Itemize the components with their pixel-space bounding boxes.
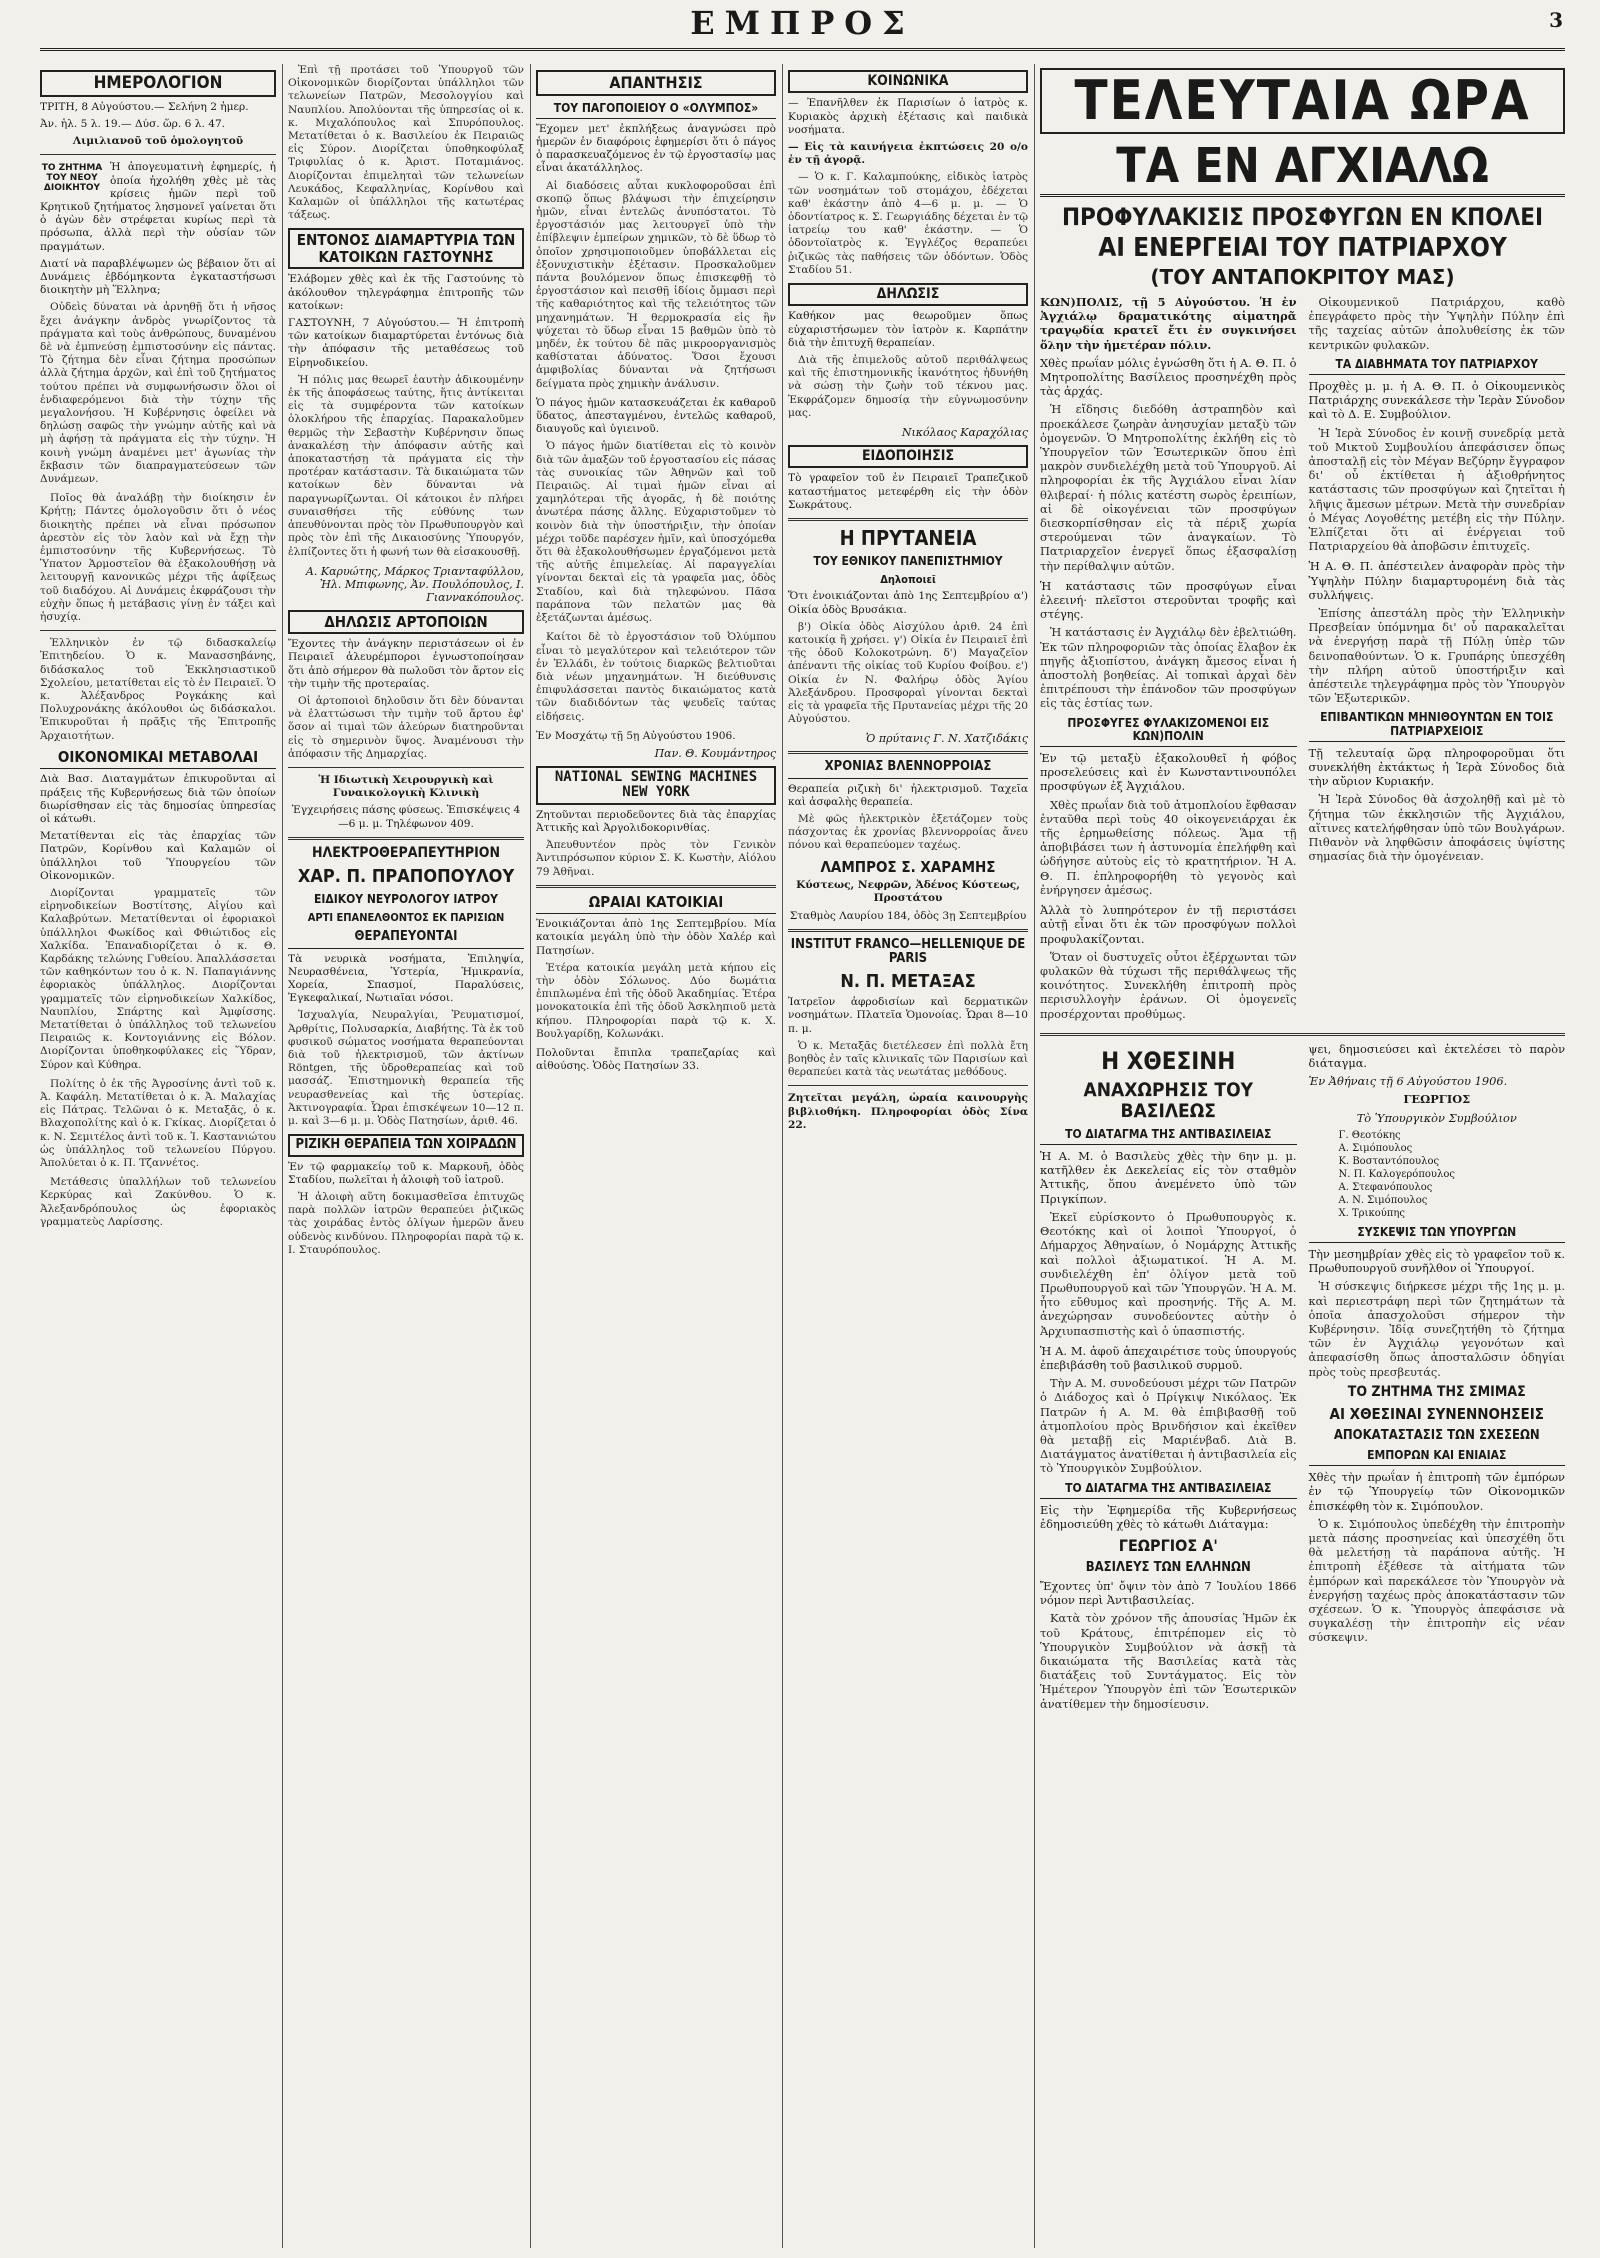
decree-king-title: ΒΑΣΙΛΕΥΣ ΤΩΝ ΕΛΛΗΝΩΝ — [1085, 1559, 1251, 1575]
masthead-title: ΕΜΠΡΟΣ — [690, 4, 915, 42]
article-subheading: ΤΑ ΔΙΑΒΗΜΑΤΑ ΤΟΥ ΠΑΤΡΙΑΡΧΟΥ — [1309, 358, 1566, 375]
headline: (ΤΟΥ ΑΝΤΑΠΟΚΡΙΤΟΥ ΜΑΣ) — [1150, 265, 1455, 289]
ad-role: ΕΙΔΙΚΟΥ ΝΕΥΡΟΛΟΓΟΥ ΙΑΤΡΟΥ — [314, 892, 498, 907]
column-filler-text: Ἡ κατάστασις ἐν Ἀγχιάλῳ δὲν ἐβελτιώθη. Ἐκ τῶν πληροφοριῶν τὰς ὁποίας ἔλαβον ἐκ πηγῆς ἀξιοπίστου, ἀνάγκη ἄμεσος εἶναι ἡ ἀποστολὴ βοηθείας. Αἱ τοπικαὶ ἀρχαὶ δὲν ἐπιτρέπουσι τὴν ἐπάνοδον τῶν προσφύγων εἰς τὰς ἑστίας των. — [1040, 625, 1297, 711]
minister-name: Α. Σιμόπουλος — [1338, 1142, 1413, 1154]
article-paragraph: Διατί νὰ παραβλέψωμεν ὡς βέβαιον ὅτι αἱ Δυνάμεις ἐβδόμηκοντα ἐγκαταστήσωσι διοικητὴν μὴ Ἕλληνα; — [40, 257, 276, 297]
article-subheading: ΤΟ ΔΙΑΤΑΓΜΑ ΤΗΣ ΑΝΤΙΒΑΣΙΛΕΙΑΣ — [1040, 1482, 1297, 1499]
article-signature: Παν. Θ. Κουμάντηρος — [654, 746, 776, 760]
notice-paragraph: — Ἐπανῆλθεν ἐκ Παρισίων ὁ ἰατρὸς κ. Κυριακὸς ἀρχικὴ ἐξέτασις καὶ παιδικὰ νοσήματα. — [788, 97, 1028, 136]
article-paragraph: Προχθὲς μ. μ. ἡ Α. Θ. Π. ὁ Οἰκουμενικὸς Πατριάρχης συνεκάλεσε τὴν Ἱερὰν Σύνοδον καὶ τὸ Δ. Ε. Συμβούλιον. — [1308, 379, 1565, 422]
column-filler-text: Διορίζονται γραμματεῖς τῶν εἰρηνοδικείων Βοστίτσης, Αἰγίου καὶ Καλαβρύτων. Μετατίθενται οἱ ἐφοριακοὶ ὑπάλληλοι Φωκίδος καὶ Φθιώτιδος εἰς Χαλκίδα. Ἐπαναδιορίζεται ὁ κ. Θ. Καρδάκης τελώνης Γυθείου. Ἀπαλλάσσεται τῶν καθηκόντων του ὁ κ. Ν. Παπαγιάννης ἐφοριακὸς ὑπάλληλος. Διορίζονται γραμματεῖς τῶν εἰρηνοδικείων Χαλκίδος, Ναυπλίου, Σπάρτης καὶ Ἀμφίσσης. Μετατίθεται ὁ ὑπάλληλος τοῦ τελωνείου Πειραιῶς κ. Κοντογιάννης εἰς Βόλον. Διορίζονται ὑποθηκοφύλακες εἰς Ὕδραν, Σύρον καὶ Κύθηρα. — [40, 886, 276, 1071]
column-filler-text: Ἐλληνικὸν ἐν τῷ διδασκαλείῳ Ἐπιτηδείου. Ὁ κ. Μανασσηβάνης, διδάσκαλος τοῦ Ἐκκλησιαστικοῦ Σχολείου, μετατίθεται εἰς τὸ ἐν Πειραιεῖ. Ὁ κ. Ἀλέξανδρος Ρογκάκης καὶ Πολυχρονάκης ἀκόλουθοι ὡς διδάσκαλοι. Ἐπικυροῦται ἡ πρᾶξις τῆς Ἐπιτροπῆς Ἀρχαιοτήτων. — [40, 637, 276, 742]
column-filler-text: Ἑτέρα κατοικία μεγάλη μετὰ κήπου εἰς τὴν ὁδὸν Σόλωνος. Δύο δωμάτια ἐπιπλωμένα ἐπὶ τῆς ὁδοῦ Ἀκαδημίας. Ἑτέρα μονοκατοικία ἐπὶ τῆς ὁδοῦ Ἀσκληπιοῦ μετὰ κήπου. Πληροφορίαι παρὰ τῷ κ. Χ. Βουλγαρίδῃ, Κολωνάκι. — [536, 961, 776, 1040]
minister-name: Χ. Τρικούπης — [1338, 1207, 1405, 1219]
separator — [788, 518, 1028, 521]
column-filler-text: Ὅταν οἱ δυστυχεῖς οὗτοι ἐξέρχωνται τῶν φυλακῶν θὰ τύχωσι τῆς περιθάλψεως τῆς κοινότητος. Συνεκλήθη ἐπιτροπὴ πρὸς περισυλλογὴν ἐράνων. Οἱ ὁμογενεῖς προσέρχονται προθύμως. — [1040, 949, 1297, 1021]
ad-title: ΡΙΖΙΚΗ ΘΕΡΑΠΕΙΑ ΤΩΝ ΧΟΙΡΑΔΩΝ — [288, 1134, 524, 1156]
article-heading: ΑΠΑΝΤΗΣΙΣ — [536, 70, 776, 96]
column-filler-text: Ἡ εἴδησις διεδόθη ἀστραπηδὸν καὶ προεκάλεσε ζωηρὰν ἀνησυχίαν μεταξὺ τῶν ὁμογενῶν. Ὁ Μητροπολίτης ἐκλήθη εἰς τὸ Ὑπουργεῖον τῶν Ἐσωτερικῶν ὅπου ἐπὶ μακρὸν συνδιελέχθη μετὰ τοῦ Ὑπουργοῦ. Αἱ πληροφορίαι ἐκ τῆς Ἀγχιάλου εἶναι λίαν θλιβεραί· ἡ πόλις κατέστη σωρὸς ἐρειπίων, αἱ δὲ οἰκογένειαι τῶν προσφύγων διεσκορπίσθησαν εἰς τὰ πέριξ χωρία στερούμεναι τῶν ἀναγκαίων. Τὸ Πατριαρχεῖον ἐνεργεῖ ὅπως ἐξασφαλίσῃ τὴν περίθαλψιν αὐτῶν. — [1040, 402, 1297, 573]
article-signature: Ὁ πρύτανις Γ. Ν. Χατζιδάκις — [865, 732, 1028, 746]
column-filler-text: Κατὰ τὸν χρόνον τῆς ἀπουσίας Ἡμῶν ἐκ τοῦ Κράτους, ἐπιτρέπομεν εἰς τὸ Ὑπουργικὸν Συμβούλιον νὰ ἀσκῇ τὰ δικαιώματα τῆς Βασιλείας κατὰ τὰς διατάξεις τοῦ Συντάγματος. Εἰς τὸν Ἡμέτερον Ὑπουργὸν ἐπὶ τῶν Ἐσωτερικῶν ἀνατίθεμεν τὴν δημοσίευσιν. — [1040, 1611, 1297, 1711]
column-filler-text: Ἡ Ἱερὰ Σύνοδος ἐν κοινῇ συνεδρίᾳ μετὰ τοῦ Μικτοῦ Συμβουλίου ἀπεφάσισεν ὅπως ἀποσταλῇ εἰς τὸν Μέγαν Βεζύρην ἔγγραφον δι' οὗ ἐκτίθεται ἡ ἀξιοθρήνητος κατάστασις τῶν προσφύγων καὶ ζητεῖται ἡ λῆψις ἄμεσων μέτρων. Μετὰ τὴν συνεδρίαν ὁ Μέγας Λογοθέτης μετέβη εἰς τὴν Πύλην. Ἐλπίζεται ὅτι αἱ ἐνέργειαι τοῦ Πατριαρχείου θὰ ἀποβῶσιν ἐπιτυχεῖς. — [1308, 425, 1565, 554]
article-paragraph: Ὅτι ἐνοικιάζονται ἀπὸ 1ης Σεπτεμβρίου α') Οἰκία ὁδὸς Βρυσάκια. — [788, 590, 1028, 616]
column-filler-text: Ἡ Ἱερὰ Σύνοδος θὰ ἀσχοληθῇ καὶ μὲ τὸ ζήτημα τῶν ἐκκλησιῶν τῆς Ἀγχιάλου, αἵτινες κατελήφθησαν ὑπὸ τῶν Βουλγάρων. Πιθανὸν νὰ ληφθῶσιν ἀποφάσεις ὑψίστης σημασίας διὰ τὴν ὁμογένειαν. — [1308, 792, 1565, 864]
decree-council: Τὸ Ὑπουργικὸν Συμβούλιον — [1356, 1110, 1517, 1125]
article-side-heading: ΤΟ ΖΗΤΗΜΑ ΤΟΥ ΝΕΟΥ ΔΙΟΙΚΗΤΟΥ — [41, 163, 103, 194]
article-subheading: Δηλοποιεῖ — [880, 573, 936, 587]
article-paragraph: Τῇ τελευταίᾳ ὥρᾳ πληροφοροῦμαι ὅτι συνεκλήθη ἐκτάκτως ἡ Ἱερὰ Σύνοδος διὰ τὴν αὔριον Κυριακήν. — [1308, 745, 1565, 789]
column-filler-text: Πολίτης ὁ ἐκ τῆς Ἀγροσίνης ἀντὶ τοῦ κ. Ἀ. Καφάλη. Μετατίθεται ὁ κ. Ἀ. Μαλαχίας εἰς Πάτρας. Τελῶναι ὁ κ. Μεταξᾶς, ὁ κ. Βλαχοπολίτης καὶ ὁ κ. Γκίκας. Διορίζεται ὁ κ. Ν. Σεμιτέλος ἀντὶ τοῦ κ. Ἰ. Καστανιώτου ὡς ὑπάλληλος τοῦ τελωνείου Πύργου. Ἀπολύεται ὁ κ. Π. Τζαννέτος. — [40, 1077, 276, 1170]
separator — [40, 630, 276, 631]
separator — [288, 837, 524, 840]
column-1 — [40, 64, 276, 2248]
separator — [788, 929, 1028, 932]
ad-title: ΗΛΕΚΤΡΟΘΕΡΑΠΕΥΤΗΡΙΟΝ — [311, 844, 501, 861]
column-filler-text: Ὁ κ. Σιμόπουλος ὑπεδέχθη τὴν ἐπιτροπὴν μετὰ πάσης προσηνείας καὶ ὑπεσχέθη ὅτι θὰ μελετήσῃ τὰ παράπονα αὐτῆς. Ἡ ἐπιτροπὴ ἐξέθεσε τὰ αἰτήματα τῶν ἐμπόρων καὶ παρεκάλεσε τὸν Ὑπουργὸν νὰ ἐνεργήσῃ ταχέως πρὸς ἀποκατάστασιν τῶν σχέσεων. Ὁ κ. Ὑπουργὸς ἀπεφάσισε νὰ συγκαλέσῃ τὴν ἐπιτροπὴν εἰς νέαν σύσκεψιν. — [1308, 1516, 1565, 1645]
banner-headline: ΤΑ ΕΝ ΑΓΧΙΑΛΩ — [1040, 138, 1565, 197]
notice-signature: Νικόλαος Καραχόλιας — [901, 426, 1028, 440]
column-4 — [788, 64, 1028, 2248]
ad-text: Ἐν τῷ φαρμακείῳ τοῦ κ. Μαρκουῆ, ὁδὸς Σταδίου, πωλεῖται ἡ ἀλοιφὴ τοῦ ἰατροῦ. — [288, 1160, 524, 1186]
article-paragraph: Ἡ κατάστασις τῶν προσφύγων εἶναι ἐλεεινή· πλεῖστοι στεροῦνται τροφῆς καὶ στέγης. — [1040, 578, 1297, 622]
article-heading: ΟΙΚΟΝΟΜΙΚΑΙ ΜΕΤΑΒΟΛΑΙ — [40, 749, 276, 770]
ad-title: Ἡ Ιδιωτικὴ Χειρουργικὴ καὶ Γυναικολογικὴ Κλινικὴ — [318, 774, 494, 800]
notice-paragraph: Καθήκον μας θεωροῦμεν ὅπως εὐχαριστήσωμεν τὸν ἰατρὸν κ. Καρπάτην διὰ τὴν ἐπιτυχῆ θεραπείαν. — [788, 310, 1028, 349]
separator — [1040, 1033, 1565, 1036]
ad-text: Τὰ νευρικὰ νοσήματα, Ἐπιληψία, Νευρασθένεια, Ὑστερία, Ἡμικρανία, Χορεία, Σπασμοί, Παραλύσεις, Ἐγκεφαλικαί, Νωτιαῖαι νόσοι. — [288, 952, 524, 1005]
subcolumn-right — [1309, 1042, 1566, 1717]
column-3 — [536, 64, 776, 2248]
minister-list — [1339, 1129, 1566, 1220]
section-heading: ΔΗΛΩΣΙΣ — [788, 283, 1028, 306]
article-date: Ἐν Μοσχάτῳ τῇ 5ῃ Αὐγούστου 1906. — [536, 729, 736, 742]
article-paragraph: Ἐνοικιάζονται ἀπὸ 1ης Σεπτεμβρίου. Μία κατοικία μεγάλη ὑπὸ τὴν ὁδὸν Χαλέρ καὶ Πατησίων. — [536, 918, 776, 957]
article-paragraph: Χθὲς τὴν πρωΐαν ἡ ἐπιτροπὴ τῶν ἐμπόρων ἐν τῷ Ὑπουργείῳ τῶν Οἰκονομικῶν ἐπισκέφθη τὸν κ. Σιμόπουλον. — [1308, 1470, 1565, 1513]
calendar-title: ΗΜΕΡΟΛΟΓΙΟΝ — [40, 70, 276, 97]
column-filler-text: Αἱ διαδόσεις αὗται κυκλοφοροῦσαι ἐπὶ σκοπῷ ὅπως βλάψωσι τὴν ἐπιχείρησιν ἡμῶν, εἶναι ἐντελῶς ἀνυπόστατοι. Τὸ ἐργοστάσιόν μας λειτουργεῖ ὑπὸ τὴν ἐπίβλεψιν ἐμπείρων χημικῶν, τὸ δὲ ὕδωρ τὸ ὁποῖον χρησιμοποιοῦμεν ὑποβάλλεται εἰς ἐξονυχιστικὴν ἐξέτασιν. Προσκαλοῦμεν πάντα βουλόμενον ὅπως ἐπισκεφθῇ τὸ ἐργοστάσιον καὶ πεισθῇ ἰδίοις ὄμμασι περὶ τῆς καθαριότητος καὶ τῆς τελειότητος τῶν μηχανημάτων. Ἡ θερμοκρασία εἰς ἣν ψύχεται τὸ ὕδωρ εἶναι 15 βαθμῶν ὑπὸ τὸ μηδέν, ἐκ τούτου δὲ πᾶς μικροοργανισμὸς καθίσταται ἀδύνατος. Ὅσοι ἔχουσι ἀμφιβολίας δύνανται νὰ ζητήσωσι δείγματα πρὸς χημικὴν ἀνάλυσιν. — [536, 179, 776, 390]
article-subheading: ΕΜΠΟΡΩΝ ΚΑΙ ΕΝΙΑΙΑΣ — [1309, 1449, 1566, 1466]
page-number: 3 — [1549, 8, 1563, 32]
article-paragraph: Ἔχομεν μετ' ἐκπλήξεως ἀναγνώσει πρὸ ἡμερῶν ἐν διαφόροις ἐφημερίσι ὅτι ὁ πάγος ὁ παρασκευαζόμενος ἐν τῷ ἐργοστασίῳ μας εἶναι ἀκατάλληλος. — [536, 122, 776, 175]
column-filler-text: β') Οἰκία ὁδὸς Αἰσχύλου ἀριθ. 24 ἐπὶ κατοικίᾳ ἢ χρήσει. γ') Οἰκία ἐν Πειραιεῖ ἐπὶ τῆς ὁδοῦ Κολοκοτρώνη. δ') Μαγαζεῖον ἀπέναντι τῆς οἰκίας τοῦ Κυρίου Φοίβου. ε') Οἰκία ἐν Ν. Φαλήρῳ ὁδὸς Ἁγίου Ἀλεξάνδρου. Προσφοραὶ γίνονται δεκταὶ εἰς τὰ γραφεῖα τῆς Πρυτανείας μέχρι τῆς 20 Αὐγούστου. — [788, 620, 1028, 726]
column-filler-text: Οἱ ἀρτοποιοὶ δηλοῦσιν ὅτι δὲν δύνανται νὰ ἐλαττώσωσι τὴν τιμὴν τοῦ ἄρτου ἐφ' ὅσον αἱ τιμαὶ τῶν ἀλεύρων διατηροῦνται εἰς τὸ σημερινὸν ὕψος. Ἀναμένουσι τὴν ἀπόφασιν τῆς Δημαρχίας. — [288, 695, 524, 760]
two-column-block — [1040, 1042, 1565, 1717]
column-divider — [282, 64, 283, 2248]
article-paragraph: Ἡ Α. Μ. ὁ Βασιλεὺς χθὲς τὴν 6ην μ. μ. κατῆλθεν ἐκ Δεκελείας εἰς τὸν σταθμὸν Ἀττικῆς, ὅπου ἀνεμένετο ὑπὸ τῶν Πριγκίπων. — [1040, 1149, 1297, 1206]
separator — [288, 767, 524, 768]
column-filler-text: Διὰ τῆς ἐπιμελοῦς αὐτοῦ περιθάλψεως καὶ τῆς ἐπιστημονικῆς ἱκανότητος ἠδυνήθη νὰ σώσῃ τὴν ζωὴν τοῦ τέκνου μας. Ἐκφράζομεν δημοσίᾳ τὴν εὐγνωμοσύνην μας. — [788, 354, 1028, 419]
column-filler-text: Μετάθεσις ὑπαλλήλων τοῦ τελωνείου Κερκύρας καὶ Ζακύνθου. Ὁ κ. Ἀλεξανδρόπουλος ὡς ἐφοριακὸς γραμματεὺς Λαρίσσης. — [40, 1176, 276, 1228]
minister-name: Γ. Θεοτόκης — [1338, 1129, 1401, 1141]
column-2 — [288, 64, 524, 2248]
article-subheading: ΕΠΙΒΑΝΤΙΚΩΝ ΜΗΝΙΘΟΥΝΤΩΝ ΕΝ ΤΟΙΣ ΠΑΤΡΙΑΡΧΕΙΟΙΣ — [1309, 711, 1566, 741]
ad-title: ΧΡΟΝΙΑΣ ΒΛΕΝΝΟΡΡΟΙΑΣ — [788, 760, 1028, 778]
ad-title: INSTITUT FRANCO—HELLENIQUE DE PARIS — [790, 936, 1026, 967]
two-column-block — [1040, 295, 1565, 1027]
column-filler-text: Ἐπίσης ἀπεστάλη πρὸς τὴν Ἑλληνικὴν Πρεσβείαν ὑπόμνημα δι' οὗ παρακαλεῖται νὰ ἐνεργήσῃ παρὰ τῇ Πύλῃ ὑπὲρ τῶν δεινοπαθούντων. Ὁ κ. Γρυπάρης ὑπεσχέθη τὴν πλήρη αὐτοῦ ὑποστήριξιν καὶ ἀπέστειλε τηλεγράφημα πρὸς τὸν Ὑπουργὸν τῶν Ἐξωτερικῶν. — [1308, 606, 1565, 706]
subcolumn-left — [1040, 295, 1297, 1027]
column-filler-text: Οἰκουμενικοῦ Πατριάρχου, καθὸ ἐπεγράφετο πρὸς τὴν Ὑψηλὴν Πύλην ἐπὶ τῆς ταχείας αὐτῶν ἀπολυθείσης ἐκ τῶν κεντρικῶν φυλακῶν. — [1308, 295, 1565, 352]
article-paragraph: Ἔχοντες ὑπ' ὄψιν τὸν ἀπὸ 7 Ἰουλίου 1866 νόμον περὶ Ἀντιβασιλείας. — [1040, 1579, 1297, 1608]
article-paragraph: ΓΑΣΤΟΥΝΗ, 7 Αὐγούστου.— Ἡ ἐπιτροπὴ τῶν κατοίκων διαμαρτύρεται ἐντόνως διὰ τὴν ἀπόφασιν τῆς μεταθέσεως τοῦ Εἰρηνοδικείου. — [288, 317, 524, 369]
article-subheading: ΤΟΥ ΠΑΓΟΠΟΙΕΙΟΥ Ο «ΟΛΥΜΠΟΣ» — [536, 102, 776, 119]
decree-signature: ΓΕΩΡΓΙΟΣ — [1403, 1092, 1471, 1107]
article-paragraph: Μετατίθενται εἰς τὰς ἐπαρχίας τῶν Πατρῶν, Κορίνθου καὶ Καλαμῶν οἱ ὑπάλληλοι τοῦ Ὑπουργείου τῶν Οἰκονομικῶν. — [40, 830, 276, 882]
section-heading: ΚΟΙΝΩΝΙΚΑ — [788, 70, 1028, 93]
separator — [40, 154, 276, 155]
column-filler-text: Ἰσχυαλγία, Νευραλγίαι, Ῥευματισμοί, Ἀρθρίτις, Πολυσαρκία, Διαβήτης. Τὰ ἐκ τοῦ φυσικοῦ σώματος νοσήματα θεραπεύονται διὰ τοῦ ἠλεκτρισμοῦ, τῶν ἀκτίνων Röntgen, τῆς ὑδροθεραπείας καὶ τοῦ μασσάζ. Ἐπιστημονικὴ θεραπεία τῆς νευρασθενείας καὶ τῆς ὑστερίας. Ἀκτινογραφία. Ὧραι ἐπισκέψεων 10—12 π. μ. καὶ 3—6 μ. μ. Ὁδὸς Πατησίων, ἀριθ. 46. — [288, 1009, 524, 1128]
article-subheading: ΑΙ ΧΘΕΣΙΝΑΙ ΣΥΝΕΝΝΟΗΣΕΙΣ — [1329, 1405, 1544, 1424]
column-filler-text: Ἐκεῖ εὑρίσκοντο ὁ Πρωθυπουργὸς κ. Θεοτόκης καὶ οἱ λοιποὶ Ὑπουργοί, ὁ Δήμαρχος Ἀθηναίων, ὁ Νομάρχης Ἀττικῆς καὶ πολλοὶ ἀξιωματικοί. Ἡ Α. Μ. συνδιελέχθη ἐπ' ὀλίγον μετὰ τοῦ Πρωθυπουργοῦ καὶ τῶν Ὑπουργῶν. Ἡ Α. Μ. ἦτο εὔθυμος καὶ προσηνής. Τῆς Α. Μ. ἀνεχώρησαν συνοδεύοντες αὐτὴν ὁ Ἀρχιυπασπιστὴς καὶ ὁ ὑπασπιστής. — [1040, 1209, 1297, 1338]
ad-name: Ν. Π. ΜΕΤΑΞΑΣ — [840, 971, 976, 993]
ad-address: Σταθμὸς Λαυρίου 184, ὁδὸς 3ῃ Σεπτεμβρίου — [789, 909, 1027, 922]
section-heading: ΕΙΔΟΠΟΙΗΣΙΣ — [788, 445, 1028, 468]
ad-text: Ἐγχειρήσεις πάσης φύσεως. Ἐπισκέψεις 4—6 μ. μ. Τηλέφωνον 409. — [291, 804, 521, 830]
article-paragraph: ΚΩΝ)ΠΟΛΙΣ, τῇ 5 Αὐγούστου. Ἡ ἐν Ἀγχιάλῳ δραματικότης αἱματηρᾶ τραγῳδία κρατεῖ ἔτι ἐν συγκινήσει ὅλην τὴν ἡμετέραν πόλιν. — [1040, 295, 1297, 352]
ad-name: ΧΑΡ. Π. ΠΡΑΠΟΠΟΥΛΟΥ — [297, 866, 515, 888]
ad-text: Ζητοῦνται περιοδεῦοντες διὰ τὰς ἐπαρχίας Ἀττικῆς καὶ Ἀργολιδοκορινθίας. — [536, 808, 776, 834]
article-paragraph: Πολοῦνται ἔπιπλα τραπεζαρίας καὶ αἰθούσης. Ὁδὸς Πατησίων 33. — [536, 1047, 776, 1073]
ad-text: Ἰατρεῖον ἀφροδισίων καὶ δερματικῶν νοσημάτων. Πλατεῖα Ὁμονοίας. Ὧραι 8—10 π. μ. — [788, 996, 1028, 1035]
column-filler-text: Χθὲς πρωΐαν διὰ τοῦ ἀτμοπλοίου ἔφθασαν ἐνταῦθα περὶ τοὺς 40 οἰκογενειάρχαι ἐκ τῆς ἐρημωθείσης πόλεως. Ἅμα τῇ ἀποβιβάσει των ἡ ἀστυνομία ἐπελήφθη καὶ ὡδήγησε αὐτοὺς εἰς τὸ κρατητήριον. Ἡ Α. Θ. Π. ἐπληροφορήθη τὸ γεγονὸς καὶ ἐνήργησεν ἀμέσως. — [1040, 797, 1297, 897]
column-filler-text: Καίτοι δὲ τὸ ἐργοστάσιον τοῦ Ὀλύμπου εἶναι τὸ μεγαλύτερον καὶ τελειότερον τῶν ἐν Ἑλλάδι, ἐν τούτοις διαρκῶς βελτιοῦται διὰ νέων μηχανημάτων. Ἡ διεύθυνσις ἐπιφυλάσσεται παντὸς δικαιώματος κατὰ τῶν διαδιδόντων τὰς ψευδεῖς ταύτας εἰδήσεις. — [536, 631, 776, 723]
column-filler-text: Ὁ πάγος ἡμῶν διατίθεται εἰς τὸ κοινὸν διὰ τῶν ἁμαξῶν τοῦ ἐργοστασίου εἰς πάσας τὰς συνοικίας τῶν Ἀθηνῶν καὶ τοῦ Πειραιῶς. Αἱ τιμαὶ ἡμῶν εἶναι αἱ χαμηλότεραι τῆς ἀγορᾶς, ἡ δὲ ποιότης ἀνωτέρα πάσης ἄλλης. Εὐχαριστοῦμεν τὸ κοινὸν διὰ τὴν ὑποστήριξιν, τὴν ὁποίαν μέχρι τοῦδε παρέσχεν ἡμῖν, καὶ ὑποσχόμεθα ὅτι θὰ ἐξακολουθήσωμεν ἐργαζόμενοι μετὰ τῆς αὐτῆς ἐπιμελείας. Αἱ παραγγελίαι γίνονται δεκταὶ εἰς τὰ γραφεῖα μας, ὁδὸς Σταδίου, καὶ διὰ τηλεφώνου. Πᾶσα παράπονα τῶν πελατῶν μας θὰ ἐξετάζωνται ἀμέσως. — [536, 440, 776, 625]
ad-subtitle: ΑΡΤΙ ΕΠΑΝΕΛΘΟΝΤΟΣ ΕΚ ΠΑΡΙΣΙΩΝ — [307, 911, 505, 925]
article-paragraph: Διὰ Βασ. Διαταγμάτων ἐπικυροῦνται αἱ πράξεις τῆς Κυβερνήσεως διὰ τῶν ὁποίων διωρίσθησαν εἰς τὰς δημοσίας ὑπηρεσίας οἱ κάτωθι. — [40, 773, 276, 825]
article-paragraph: Εἰς τὴν Ἐφημερίδα τῆς Κυβερνήσεως ἐδημοσιεύθη χθὲς τὸ κάτωθι Διάταγμα: — [1040, 1502, 1297, 1531]
article-paragraph: Χθὲς πρωΐαν μόλις ἐγνώσθη ὅτι ἡ Α. Θ. Π. ὁ Μητροπολίτης Βασίλειος προσηνέχθη πρὸς τὰς ἀρχάς. — [1040, 355, 1297, 399]
column-divider — [530, 64, 531, 2248]
column-filler-text: Ἡ σύσκεψις διήρκεσε μέχρι τῆς 1ης μ. μ. καὶ περιεστράφη περὶ τῶν ζητημάτων τὰ ὁποῖα ἀπασχολοῦσι σήμερον τὴν Κυβέρνησιν. Ἰδίᾳ συνεζητήθη τὸ ζήτημα τῶν ἐν Ἀγχιάλῳ γεγονότων καὶ ἀπεφασίσθη ὅπως ἀποσταλῶσιν ὁδηγίαι πρὸς τοὺς πρεσβευτάς. — [1308, 1279, 1565, 1379]
article-subheading: ΤΟ ΔΙΑΤΑΓΜΑ ΤΗΣ ΑΝΤΙΒΑΣΙΛΕΙΑΣ — [1040, 1128, 1297, 1145]
calendar-line: ΤΡΙΤΗ, 8 Αὐγούστου.— Σελήνη 2 ἡμερ. — [40, 100, 249, 113]
minister-name: Α. Ν. Σιμόπουλος — [1338, 1194, 1428, 1206]
article-paragraph: Ἀλλὰ τὸ λυπηρότερον ἐν τῇ περιστάσει αὐτῇ εἶναι ὅτι ἐκ τῶν προσφύγων πολλοὶ προφυλακίζονται. — [1040, 903, 1297, 946]
calendar-line: Ἀν. ἡλ. 5 λ. 19.— Δύσ. ὥρ. 6 λ. 47. — [40, 117, 226, 130]
masthead — [40, 4, 1565, 54]
column-filler-text: Μὲ φῶς ἠλεκτρικὸν ἐξετάζομεν τοὺς πάσχοντας ἐκ χρονίας βλεννορροίας ἄνευ πόνου καὶ θεραπεύομεν ταχέως. — [788, 813, 1028, 852]
column-5 — [1040, 64, 1565, 2248]
article-subheading: ΑΠΟΚΑΤΑΣΤΑΣΙΣ ΤΩΝ ΣΧΕΣΕΩΝ — [1333, 1427, 1540, 1443]
banner-headline: ΤΕΛΕΥΤΑΙΑ ΩΡΑ — [1040, 68, 1565, 134]
column-filler-text: Ἐπὶ τῇ προτάσει τοῦ Ὑπουργοῦ τῶν Οἰκονομικῶν διορίζονται ὑπάλληλοι τῶν τελωνείων Πατρῶν, Μεσολογγίου καὶ Ναυπλίου. Ἀπολύονται τῆς ὑπηρεσίας οἱ κ. κ. Μιχαλόπουλος καὶ Σπυρόπουλος. Μετατίθεται ὁ κ. Βασιλείου ἐκ Πειραιῶς εἰς Σύρον. Διορίζεται ὑποθηκοφύλαξ Τριφυλίας ὁ κ. Ἀριστ. Ποταμιάνος. Διορίζονται ἐπιμεληταὶ τῶν τελωνείων Λευκάδος, Κεφαλληνίας, Κορίνθου καὶ Καλαμῶν οἱ ὑπάλληλοι τῆς κατωτέρας τάξεως. — [288, 64, 524, 222]
decree-king: ΓΕΩΡΓΙΟΣ Α' — [1118, 1536, 1218, 1556]
headline: ΠΡΟΦΥΛΑΚΙΣΙΣ ΠΡΟΣΦΥΓΩΝ ΕΝ ΚΠΟΛΕΙ — [1061, 203, 1544, 231]
separator — [788, 1085, 1028, 1086]
ad-subtitle: ΘΕΡΑΠΕΥΟΝΤΑΙ — [288, 930, 524, 948]
decree-date: Ἐν Ἀθήναις τῇ 6 Αὐγούστου 1906. — [1308, 1074, 1508, 1089]
article-heading: ΕΝΤΟΝΟΣ ΔΙΑΜΑΡΤΥΡΙΑ ΤΩΝ ΚΑΤΟΙΚΩΝ ΓΑΣΤΟΥΝΗΣ — [288, 228, 524, 269]
column-filler-text: Ἡ πόλις μας θεωρεῖ ἑαυτὴν ἀδικουμένην ἐκ τῆς ἀποφάσεως ταύτης, ἥτις ἀντίκειται εἰς τὰ συμφέροντα τῶν κατοίκων ὁλοκλήρου τῆς ἐπαρχίας. Παρακαλοῦμεν θερμῶς τὴν Σεβαστὴν Κυβέρνησιν ὅπως ἀνακαλέσῃ τὴν ἀπόφασιν αὐτῆς καὶ ἀποκαταστήσῃ τὰ πράγματα εἰς τὴν προτέραν κατάστασιν. Τὰ δικαιώματα τῶν κατοίκων δὲν δύνανται νὰ παραγνωρίζωνται. Οἱ κάτοικοι ἐν πλήρει συναισθήσει τῆς εὐθύνης των ἀπευθύνονται πρὸς τὸν Πρωθυπουργὸν καὶ πρὸς τὸν ἐπὶ τῆς Δικαιοσύνης Ὑπουργόν, ἐλπίζοντες ὅτι ἡ φωνή των θὰ εἰσακουσθῇ. — [288, 373, 524, 558]
article-paragraph: Ἡ Α. Μ. ἀφοῦ ἀπεχαιρέτισε τοὺς ὑπουργούς ἐπεβιβάσθη τοῦ βασιλικοῦ συρμοῦ. — [1040, 1343, 1297, 1372]
calendar-saint: Λιμιλιανοῦ τοῦ ὁμολογητοῦ — [72, 135, 244, 148]
column-filler-text: Τὴν Α. Μ. συνοδεύουσι μέχρι τῶν Πατρῶν ὁ Διάδοχος καὶ ὁ Πρίγκιψ Νικόλαος. Ἐκ Πατρῶν ἡ Α. Μ. θὰ ἐπιβιβασθῇ τοῦ ἀτμοπλοίου πρὸς Βρινδήσιον καὶ ἐκεῖθεν θὰ μεταβῇ εἰς Μαριένβαδ. Διὰ Β. Διατάγματος ἀνατίθεται ἡ ἀντιβασιλεία εἰς τὸ Ὑπουργικὸν Συμβούλιον. — [1040, 1376, 1297, 1476]
article-paragraph: Ὁ πάγος ἡμῶν κατασκευάζεται ἐκ καθαροῦ ὕδατος, ἀπεσταγμένου, ἐντελῶς καθαροῦ, διαυγοῦς καὶ ὑγιεινοῦ. — [536, 396, 776, 436]
article-paragraph: Ἡ ἀπογευματινὴ ἐφημερίς, ἡ ὁποία ἠχολήθη χθὲς μὲ τὰς κρίσεις ἡμῶν περὶ τοῦ Κρητικοῦ ζητήματος λησμονεῖ γαίνεται ὅτι ὁ ἀγὼν δὲν στρέφεται κυρίως περὶ τὰ πρόσωπα, ἀλλὰ περὶ τὴν οὐσίαν τῶν πραγμάτων. — [40, 161, 276, 253]
newspaper-page — [40, 0, 1565, 2258]
article-subheading: ΤΟΥ ΕΘΝΙΚΟΥ ΠΑΝΕΠΙΣΤΗΜΙΟΥ — [813, 554, 1003, 569]
column-filler-text: Ἡ ἀλοιφὴ αὕτη δοκιμασθεῖσα ἐπιτυχῶς παρὰ πολλῶν ἰατρῶν θεραπεύει ῥιζικῶς τὰς χοιράδας ἐντὸς ὀλίγων ἡμερῶν ἄνευ οὐδενὸς κινδύνου. Πληροφορίαι παρὰ τῷ κ. Ι. Σταυρόπουλος. — [288, 1190, 524, 1256]
masthead-rule — [40, 48, 1565, 51]
headline: ΑΝΑΧΩΡΗΣΙΣ ΤΟΥ ΒΑΣΙΛΕΩΣ — [1083, 1079, 1254, 1122]
separator — [788, 751, 1028, 754]
ad-text: Ζητεῖται μεγάλη, ὡραία καινουργὴς βιβλιοθήκη. Πληροφορίαι ὁδὸς Σίνα 22. — [788, 1092, 1028, 1131]
article-paragraph: Ἔχοντες τὴν ἀνάγκην περιστάσεων οἱ ἐν Πειραιεῖ ἀλευρέμποροι ἐγνωστοποίησαν ὅτι ἀπὸ σήμερον θὰ πωλοῦσι τὸν ἄρτον εἰς τὴν τιμὴν τῆς προτεραίας. — [288, 638, 524, 690]
notice-paragraph: Τὸ γραφεῖον τοῦ ἐν Πειραιεῖ Τραπεζικοῦ καταστήματος μετεφέρθη εἰς τὴν ὁδὸν Σωκράτους. — [788, 472, 1028, 511]
subcolumn-left — [1040, 1042, 1297, 1717]
separator — [536, 885, 776, 888]
article-heading: ΩΡΑΙΑΙ ΚΑΤΟΙΚΙΑΙ — [536, 894, 776, 915]
column-filler-text: Ποῖος θὰ ἀναλάβῃ τὴν διοίκησιν ἐν Κρήτῃ; Πάντες ὁμολογοῦσιν ὅτι ὁ νέος διοικητὴς πρέπει νὰ εἶναι πρόσωπον ἀρεστὸν εἰς τὸν λαὸν καὶ νὰ ἔχῃ τὴν ἐμπιστοσύνην τῆς Κυβερνήσεως. Τὸ Ὑπατον Ἁρμοστεῖον θὰ ἐξακολουθήσῃ νὰ λειτουργῇ κανονικῶς μέχρι τῆς ἀφίξεως τοῦ διαδόχου. Αἱ Δυνάμεις ἐκφράζουσι τὴν εὐχὴν ὅπως ἡ μετάβασις γίνῃ ἐν τάξει καὶ ἡσυχίᾳ. — [40, 492, 276, 623]
column-filler-text: Ὁ κ. Μεταξᾶς διετέλεσεν ἐπὶ πολλὰ ἔτη βοηθὸς ἐν ταῖς κλινικαῖς τῶν Παρισίων καὶ θεραπεύει κατὰ τὰς νεωτάτας μεθόδους. — [788, 1039, 1028, 1079]
headline: ΑΙ ΕΝΕΡΓΕΙΑΙ ΤΟΥ ΠΑΤΡΙΑΡΧΟΥ — [1098, 233, 1507, 263]
article-signature: Α. Καρυώτης, Μάρκος Τριανταφύλλου, Ἠλ. Μπιφωνης, Ἀν. Πουλόπουλος, Ι. Γιαννακόπουλος. — [305, 564, 524, 604]
article-subheading: ΣΥΣΚΕΨΙΣ ΤΩΝ ΥΠΟΥΡΓΩΝ — [1309, 1226, 1566, 1243]
column-divider — [1034, 64, 1035, 2248]
notice-paragraph: — Εἰς τὰ καινήγεια ἐκπτώσεις 20 ο/ο ἐν τῇ ἀγορᾷ. — [788, 141, 1028, 167]
article-paragraph: ψει, δημοσιεύσει καὶ ἐκτελέσει τὸ παρὸν διάταγμα. — [1308, 1041, 1565, 1070]
minister-name: Α. Στεφανόπουλος — [1338, 1181, 1433, 1193]
column-divider — [782, 64, 783, 2248]
ad-name: ΛΑΜΠΡΟΣ Σ. ΧΑΡΑΜΗΣ — [820, 857, 996, 876]
article-paragraph: Ἐλάβομεν χθὲς καὶ ἐκ τῆς Γαστούνης τὸ ἀκόλουθον τηλεγράφημα ἐπιτροπῆς τῶν κατοίκων: — [288, 273, 524, 312]
ad-subtitle: Κύστεως, Νεφρῶν, Ἀδένος Κύστεως, Προστάτου — [796, 879, 1020, 905]
ad-title: NATIONAL SEWING MACHINES NEW YORK — [536, 766, 776, 805]
column-filler-text: Οὐδεὶς δύναται νὰ ἀρνηθῇ ὅτι ἡ νῆσος ἔχει ἀνάγκην ἀνδρὸς γνωρίζοντος τὰ πράγματα καὶ τοὺς ἀνθρώπους, δυναμένου δὲ νὰ ἐμπνεύσῃ ἐμπιστοσύνην εἰς πάντας. Τὸ ζήτημα δὲν εἶναι ζήτημα προσώπων ἀλλὰ ζήτημα ἀρχῶν, καὶ ἐπὶ τοῦ ζητήματος τούτου πρέπει νὰ συμφωνήσωσιν ὅλοι οἱ ἐνδιαφερόμενοι διὰ τὴν τύχην τῆς μεγαλονήσου. Ἡ Κυβέρνησις ὀφείλει νὰ δηλώσῃ σαφῶς τὴν γνώμην αὐτῆς καὶ νὰ μὴ ἀφήσῃ τὰ πράγματα εἰς τὴν τύχην. Ἡ κοινὴ γνώμη ἀναμένει μετ' ἀγωνίας τὴν ἔκβασιν τῶν διαπραγματεύσεων τῶν Δυνάμεων. — [40, 301, 276, 485]
column-filler-text: Ἀπευθυντέον πρὸς τὸν Γενικὸν Ἀντιπρόσωπον κύριον Σ. Κ. Κωστὴν, Αἰόλου 79 Ἀθῆναι. — [536, 839, 776, 878]
article-paragraph: Τὴν μεσημβρίαν χθὲς εἰς τὸ γραφεῖον τοῦ κ. Πρωθυπουργοῦ συνῆλθον οἱ Ὑπουργοί. — [1308, 1246, 1565, 1276]
headline: Η ΧΘΕΣΙΝΗ — [1101, 1046, 1236, 1075]
article-paragraph: Ἐν τῷ μεταξὺ ἐξακολουθεῖ ἡ φόβος προσελεύσεις καὶ ἐν Κωνσταντινουπόλει προσφύγων ἐξ Ἀγχιάλου. — [1040, 751, 1297, 794]
minister-name: Κ. Βοσταντόπουλος — [1338, 1155, 1440, 1167]
column-filler-text: — Ὁ κ. Γ. Καλαμπούκης, εἰδικὸς ἰατρὸς τῶν νοσημάτων τοῦ στομάχου, ἐδέχεται καθ' ἑκάστην ἀπὸ 4—6 μ. μ. — Ὁ ὀδοντίατρος κ. Σ. Γεωργιάδης δέχεται ἐν τῷ ἰατρείῳ του καθ' ἑκάστην. — Ὁ ὀδοντοϊατρὸς κ. Ἐγγλέζος θεραπεύει ῥιζικῶς τὰς παθήσεις τῶν ὀδόντων. Ὁδὸς Σταδίου 51. — [788, 171, 1028, 276]
article-subheading: ΠΡΟΣΦΥΓΕΣ ΦΥΛΑΚΙΖΟΜΕΝΟΙ ΕΙΣ ΚΩΝ)ΠΟΛΙΝ — [1040, 717, 1297, 747]
ad-text: Θεραπεία ριζικὴ δι' ἠλεκτρισμοῦ. Ταχεῖα καὶ ἀσφαλὴς θεραπεία. — [788, 782, 1028, 808]
minister-name: Ν. Π. Καλογερόπουλος — [1338, 1168, 1455, 1180]
article-paragraph: Ἡ Α. Θ. Π. ἀπέστειλεν ἀναφορὰν πρὸς τὴν Ὑψηλὴν Πύλην διαμαρτυρομένη διὰ τὰς συλλήψεις. — [1308, 559, 1565, 602]
article-heading: ΔΗΛΩΣΙΣ ΑΡΤΟΠΟΙΩΝ — [288, 610, 524, 635]
article-heading: Η ΠΡΥΤΑΝΕΙΑ — [839, 526, 977, 551]
subcolumn-right — [1309, 295, 1566, 1027]
article-heading: ΤΟ ΖΗΤΗΜΑ ΤΗΣ ΣΜΙΜΑΣ — [1347, 1383, 1526, 1400]
